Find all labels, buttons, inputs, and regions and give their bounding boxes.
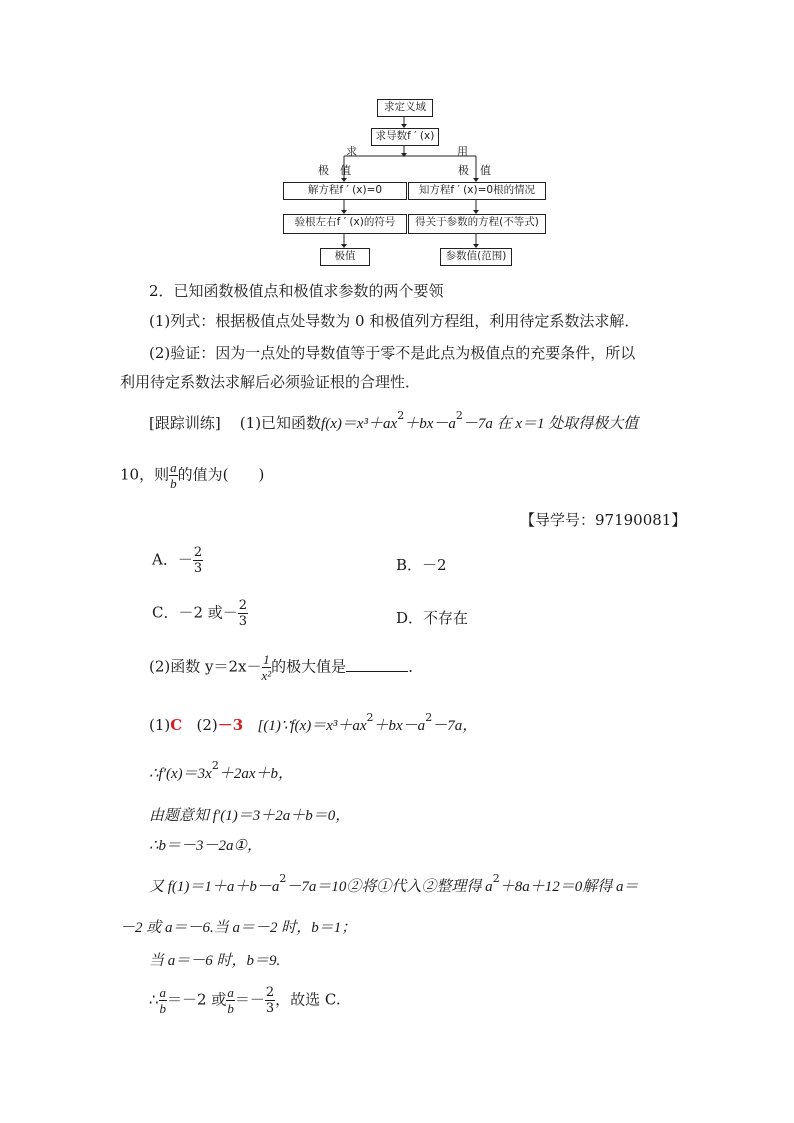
solution-line-1-rest: [(1)∵f(x)＝x³＋ax	[257, 718, 367, 734]
box-parameter-range: 参数值(范围)	[440, 248, 512, 266]
ans1-label: (1)	[149, 716, 171, 734]
option-d: D．不存在	[396, 609, 469, 627]
solution-line-6: －2 或 a＝－6.当 a＝－2 时，b＝1；	[120, 920, 357, 936]
fraction-denominator: b	[159, 1001, 167, 1016]
q2-b: 的极大值是	[271, 657, 347, 676]
option-b: B．－2	[396, 556, 447, 574]
sup-2: 2	[397, 409, 405, 422]
q2-fraction	[262, 652, 272, 683]
fraction-denominator: 3	[193, 561, 203, 576]
solution-line-5-a: 又 f(1)＝1＋a＋b－a	[149, 879, 280, 895]
box-find-derivative: 求导数f ′ (x)	[371, 128, 439, 146]
solution-line-3: 由题意知 f′(1)＝3＋2a＋b＝0，	[149, 808, 351, 824]
solution-line-1-mid: ＋bx－a	[373, 718, 426, 734]
fraction-a-over-b	[226, 985, 235, 1016]
sup-2: 2	[211, 759, 219, 772]
box-check-sign: 验根左右f ′ (x)的符号	[283, 214, 407, 234]
solution-line-4: ∴b＝－3－2a①，	[149, 838, 262, 854]
fraction-numerator: 1	[263, 652, 270, 667]
exercise-line-2	[120, 460, 264, 491]
sup-2: 2	[279, 872, 287, 885]
option-c-fraction	[238, 598, 248, 629]
solution-line-8-a: ∴	[149, 990, 159, 1009]
ans2-label: (2)	[196, 716, 218, 734]
point-2-line-2: 利用待定系数法求解后必须验证根的合理性．	[120, 373, 421, 391]
sup-2: 2	[492, 872, 500, 885]
solution-line-8	[149, 985, 341, 1016]
option-a-fraction	[193, 545, 203, 576]
solution-line-2-a: ∴f′(x)＝3x	[149, 766, 212, 782]
q1-tail: －7a 在 x＝1 处取得极大值	[462, 416, 639, 432]
sup-2: 2	[425, 711, 433, 724]
fraction-numerator: a	[170, 460, 177, 475]
fraction-a-over-b	[159, 985, 168, 1016]
q1-close: )	[258, 465, 265, 484]
q1-intro: (1)已知函数	[239, 414, 322, 432]
fraction-numerator: 2	[238, 598, 248, 613]
box-solve-equation: 解方程f ′ (x)=0	[283, 182, 407, 200]
solution-line-5-b: －7a＝10②将①代入②整理得 a	[286, 879, 493, 895]
q1-line2-a: 10，则	[120, 465, 170, 484]
fraction-numerator: 2	[193, 545, 203, 560]
solution-line-2-b: ＋2ax＋b，	[218, 766, 293, 782]
box-known-roots: 知方程f ′ (x)=0根的情况	[408, 182, 546, 200]
option-a-label: A．－	[152, 550, 193, 569]
box-find-domain: 求定义域	[377, 99, 433, 117]
point-2-line-1: (2)验证：因为一点处的导数值等于零不是此点为极值点的充要条件，所以	[149, 344, 636, 362]
ans1-value: C	[170, 716, 183, 734]
fraction-denominator: 3	[238, 614, 248, 629]
ans2-value: －3	[217, 716, 244, 734]
solution-line-8-b: ＝－2 或	[167, 990, 227, 1009]
section-heading: 2．已知函数极值点和极值求参数的两个要领	[149, 282, 444, 300]
fraction-denominator: b	[227, 1001, 234, 1016]
solution-line-8-c: ＝－	[234, 990, 265, 1009]
q1-line2-b: 的值为(	[177, 465, 229, 484]
exercise-tag: [跟踪训练]	[149, 414, 221, 432]
question-2	[149, 652, 423, 683]
box-extremum: 极值	[320, 248, 370, 266]
answer-blank	[346, 657, 408, 672]
sup-2: 2	[455, 409, 463, 422]
branch-label-use: 用	[457, 145, 468, 158]
q1-func: f(x)＝x³＋ax	[321, 416, 398, 432]
solution-line-5	[149, 872, 639, 898]
option-c	[152, 598, 248, 629]
option-a	[152, 545, 203, 576]
sub-label-left: 极 值	[318, 164, 351, 177]
sup-2: 2	[366, 711, 374, 724]
fraction-denominator: 3	[265, 1001, 275, 1016]
solution-line-5-c: ＋8a＋12＝0解得 a＝	[499, 879, 639, 895]
fraction-denominator: b	[170, 476, 177, 491]
q2-end: ．	[408, 657, 424, 676]
solution-line-1-end: －7a，	[432, 718, 478, 734]
q2-a: (2)函数 y＝2x－	[149, 657, 262, 676]
fraction-denominator: x²	[261, 668, 272, 683]
fraction-a-over-b	[169, 460, 178, 491]
fraction-numerator: a	[159, 985, 167, 1000]
q1-mid: ＋bx－a	[404, 416, 456, 432]
fraction-two-thirds	[265, 985, 275, 1016]
exercise-line-1	[149, 409, 639, 435]
fraction-numerator: 2	[265, 985, 275, 1000]
box-parameter-equation: 得关于参数的方程(不等式)	[408, 214, 546, 234]
branch-label-find: 求	[346, 145, 357, 158]
solution-line-7: 当 a＝－6 时，b＝9.	[149, 953, 281, 969]
solution-line-1	[149, 711, 478, 737]
sub-label-right: 极 值	[458, 164, 491, 177]
fraction-numerator: a	[227, 985, 234, 1000]
solution-line-8-d: ，故选 C.	[275, 990, 341, 1009]
guide-number: 【导学号：97190081】	[520, 511, 687, 529]
option-c-label: C．－2 或－	[152, 603, 238, 622]
solution-line-2	[149, 759, 293, 785]
point-1: (1)列式：根据极值点处导数为 0 和极值列方程组，利用待定系数法求解．	[149, 312, 640, 330]
